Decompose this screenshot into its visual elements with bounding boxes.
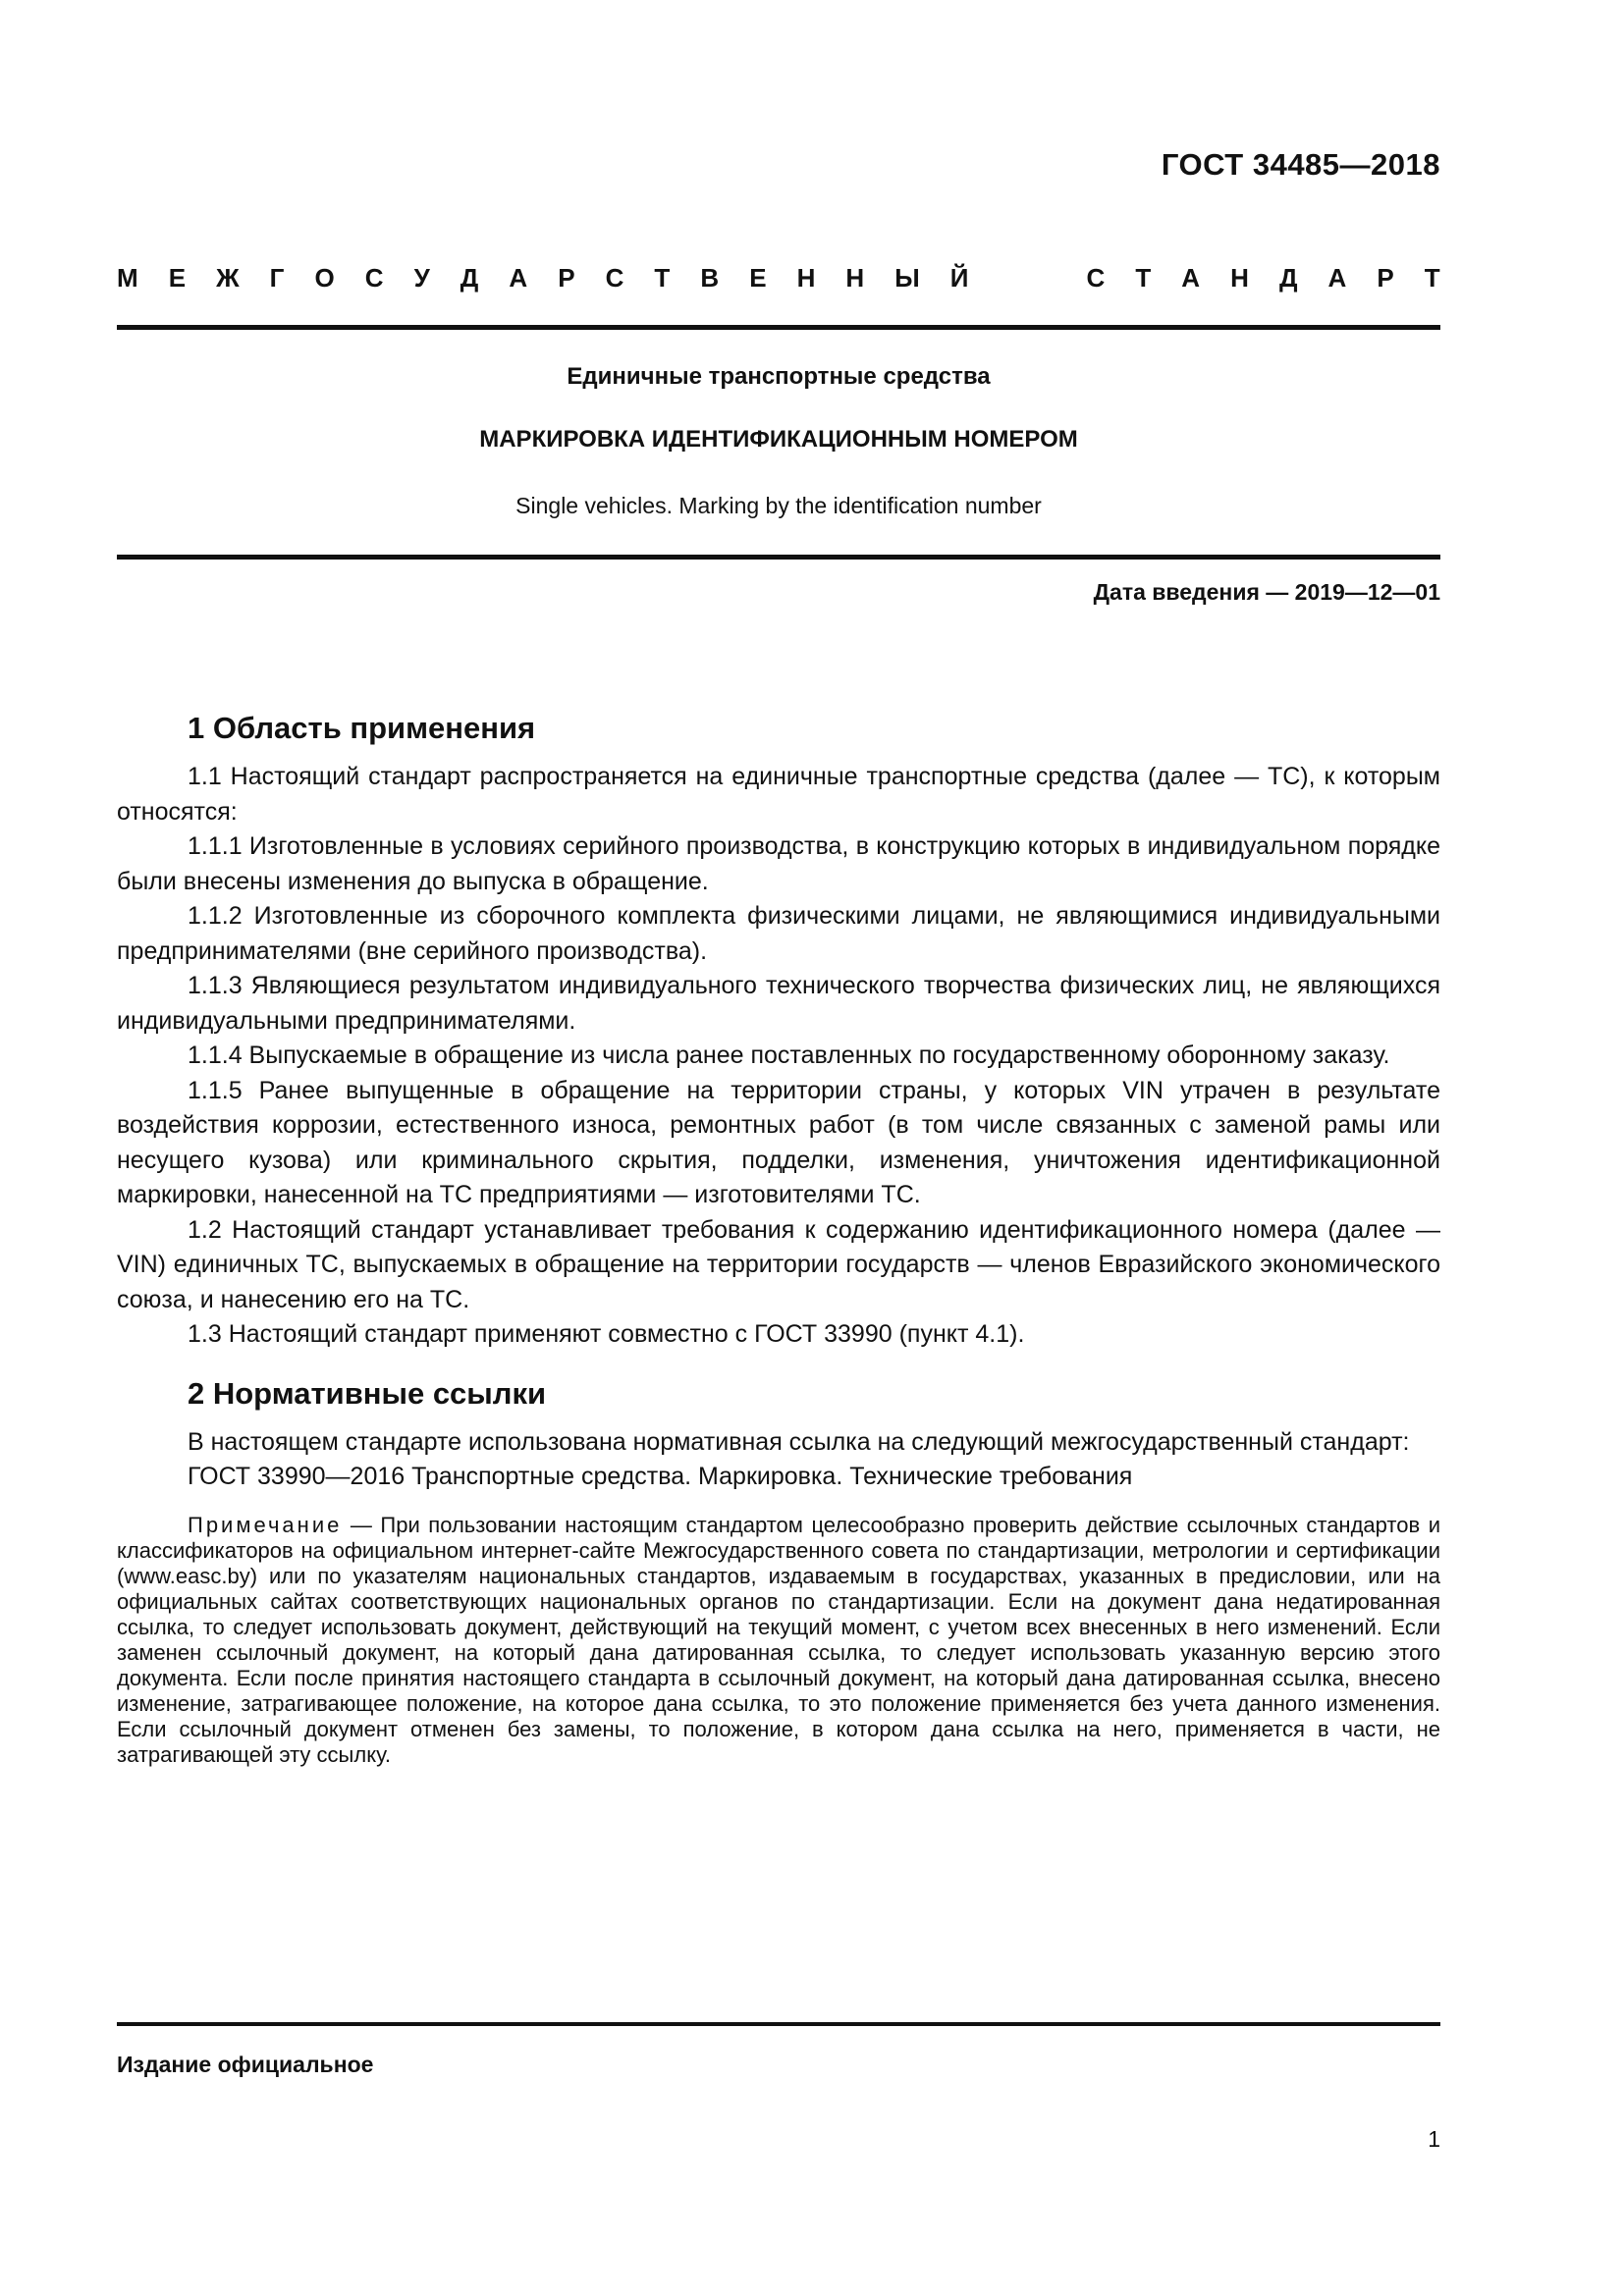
standard-type-letter: А <box>509 263 528 293</box>
word-gap <box>999 263 1056 294</box>
standard-type-letter: Ж <box>216 263 240 293</box>
standard-type-letter: Т <box>654 263 671 293</box>
header-rule-top <box>117 325 1440 330</box>
document-code: ГОСТ 34485—2018 <box>1161 147 1440 182</box>
title-russian: Единичные транспортные средства <box>567 363 991 390</box>
section-1-title: 1 Область применения <box>188 711 536 745</box>
paragraph-1-1-4: 1.1.4 Выпускаемые в обращение из числа ранее поставленных по государственному оборонному заказу. <box>188 1041 1390 1069</box>
paragraph-1-2: 1.2 Настоящий стандарт устанавливает требования к содержанию идентификационного номера (далее — VIN) единичных ТС, выпускаемых в обращение на территории государств — членов Евразийского экономического союза, и нанесению его на ТС. <box>117 1215 1440 1313</box>
standard-type-heading <box>117 263 1440 294</box>
standard-type-letter: Д <box>460 263 479 293</box>
standard-type-letter: Е <box>749 263 767 293</box>
section-2-title: 2 Нормативные ссылки <box>188 1375 547 1411</box>
paragraph-1-1-2: 1.1.2 Изготовленные из сборочного комплекта физическими лицами, не являющимися индивидуальными предпринимателями (вне серийного производства). <box>117 902 1440 965</box>
paragraph-1-1-5: 1.1.5 Ранее выпущенные в обращение на территории страны, у которых VIN утрачен в результате воздействия коррозии, естественного износа, ремонтных работ (в том числе связанных с заменой рамы или несущего кузова) или криминального скрытия, подделки, изменения, уничтожения идентификационной маркировки, нанесенной на ТС предприятиями — изготовителями ТС. <box>117 1076 1440 1208</box>
note-text: — При пользовании настоящим стандартом целесообразно проверить действие ссылочных стандартов и классификаторов на официальном интернет-сайте Межгосударственного совета по стандартизации, метрологии и сертификации (www.easc.by) или по указателям национальных стандартов, издаваемым в государствах, указанных в предисловии, или на официальных сайтах соответствующих национальных органов по стандартизации. Если на документ дана недатированная ссылка, то следует использовать документ, действующий на текущий момент, с учетом всех внесенных в него изменений. Если заменен ссылочный документ, на который дана датированная ссылка, то следует использовать указанную версию этого документа. Если после принятия настоящего стандарта в ссылочный документ, на который дана датированная ссылка, внесено изменение, затрагивающее положение, на которое дана ссылка, то это положение применяется без учета данного изменения. Если ссылочный документ отменен без замены, то положение, в котором дана ссылка на него, применяется в части, не затрагивающей эту ссылку. <box>117 1512 1440 1767</box>
standard-type-letter: Й <box>949 263 969 293</box>
note-paragraph <box>117 1513 1440 1768</box>
standard-type-letter: Р <box>558 263 575 293</box>
standard-type-letter: Д <box>1278 263 1298 293</box>
title-english: Single vehicles. Marking by the identification number <box>515 493 1042 518</box>
paragraph-1-1: 1.1 Настоящий стандарт распространяется на единичные транспортные средства (далее — ТС), к которым относятся: <box>117 763 1440 826</box>
paragraph-2-reference: ГОСТ 33990—2016 Транспортные средства. Маркировка. Технические требования <box>188 1463 1133 1490</box>
paragraph-1-3: 1.3 Настоящий стандарт применяют совместно с ГОСТ 33990 (пункт 4.1). <box>188 1320 1025 1348</box>
standard-type-letter: Н <box>1230 263 1249 293</box>
standard-type-letter: Н <box>796 263 816 293</box>
document-body <box>117 709 1440 1768</box>
standard-type-letter: Е <box>168 263 187 293</box>
standard-type-letter: У <box>413 263 430 293</box>
standard-type-letter: Ы <box>894 263 920 293</box>
standard-type-letter: Г <box>269 263 285 293</box>
edition-label: Издание официальное <box>117 2052 374 2077</box>
standard-type-letter: С <box>364 263 384 293</box>
standard-type-letter: Т <box>1135 263 1152 293</box>
standard-type-letter: М <box>117 263 138 293</box>
standard-type-letter: А <box>1181 263 1201 293</box>
paragraph-1-1-3: 1.1.3 Являющиеся результатом индивидуального технического творчества физических лиц, не являющихся индивидуальными предпринимателями. <box>117 972 1440 1035</box>
standard-type-letter: С <box>1086 263 1106 293</box>
paragraph-2-intro: В настоящем стандарте использована нормативная ссылка на следующий межгосударственный стандарт: <box>188 1427 1410 1456</box>
standard-type-letter: Т <box>1424 263 1440 293</box>
title-main: МАРКИРОВКА ИДЕНТИФИКАЦИОННЫМ НОМЕРОМ <box>479 426 1078 453</box>
standard-type-letter: О <box>314 263 335 293</box>
standard-type-letter: Н <box>845 263 865 293</box>
note-label: Примечание <box>188 1512 343 1537</box>
header-rule-bottom <box>117 555 1440 560</box>
page-number: 1 <box>1428 2126 1440 2152</box>
footer-rule <box>117 2022 1440 2026</box>
standard-type-letter: С <box>605 263 624 293</box>
standard-type-letter: В <box>700 263 720 293</box>
introduction-date: Дата введения — 2019—12—01 <box>1093 579 1440 605</box>
paragraph-1-1-1: 1.1.1 Изготовленные в условиях серийного производства, в конструкцию которых в индивидуальном порядке были внесены изменения до выпуска в обращение. <box>117 832 1440 895</box>
standard-type-letter: Р <box>1377 263 1394 293</box>
standard-type-letter: А <box>1327 263 1347 293</box>
